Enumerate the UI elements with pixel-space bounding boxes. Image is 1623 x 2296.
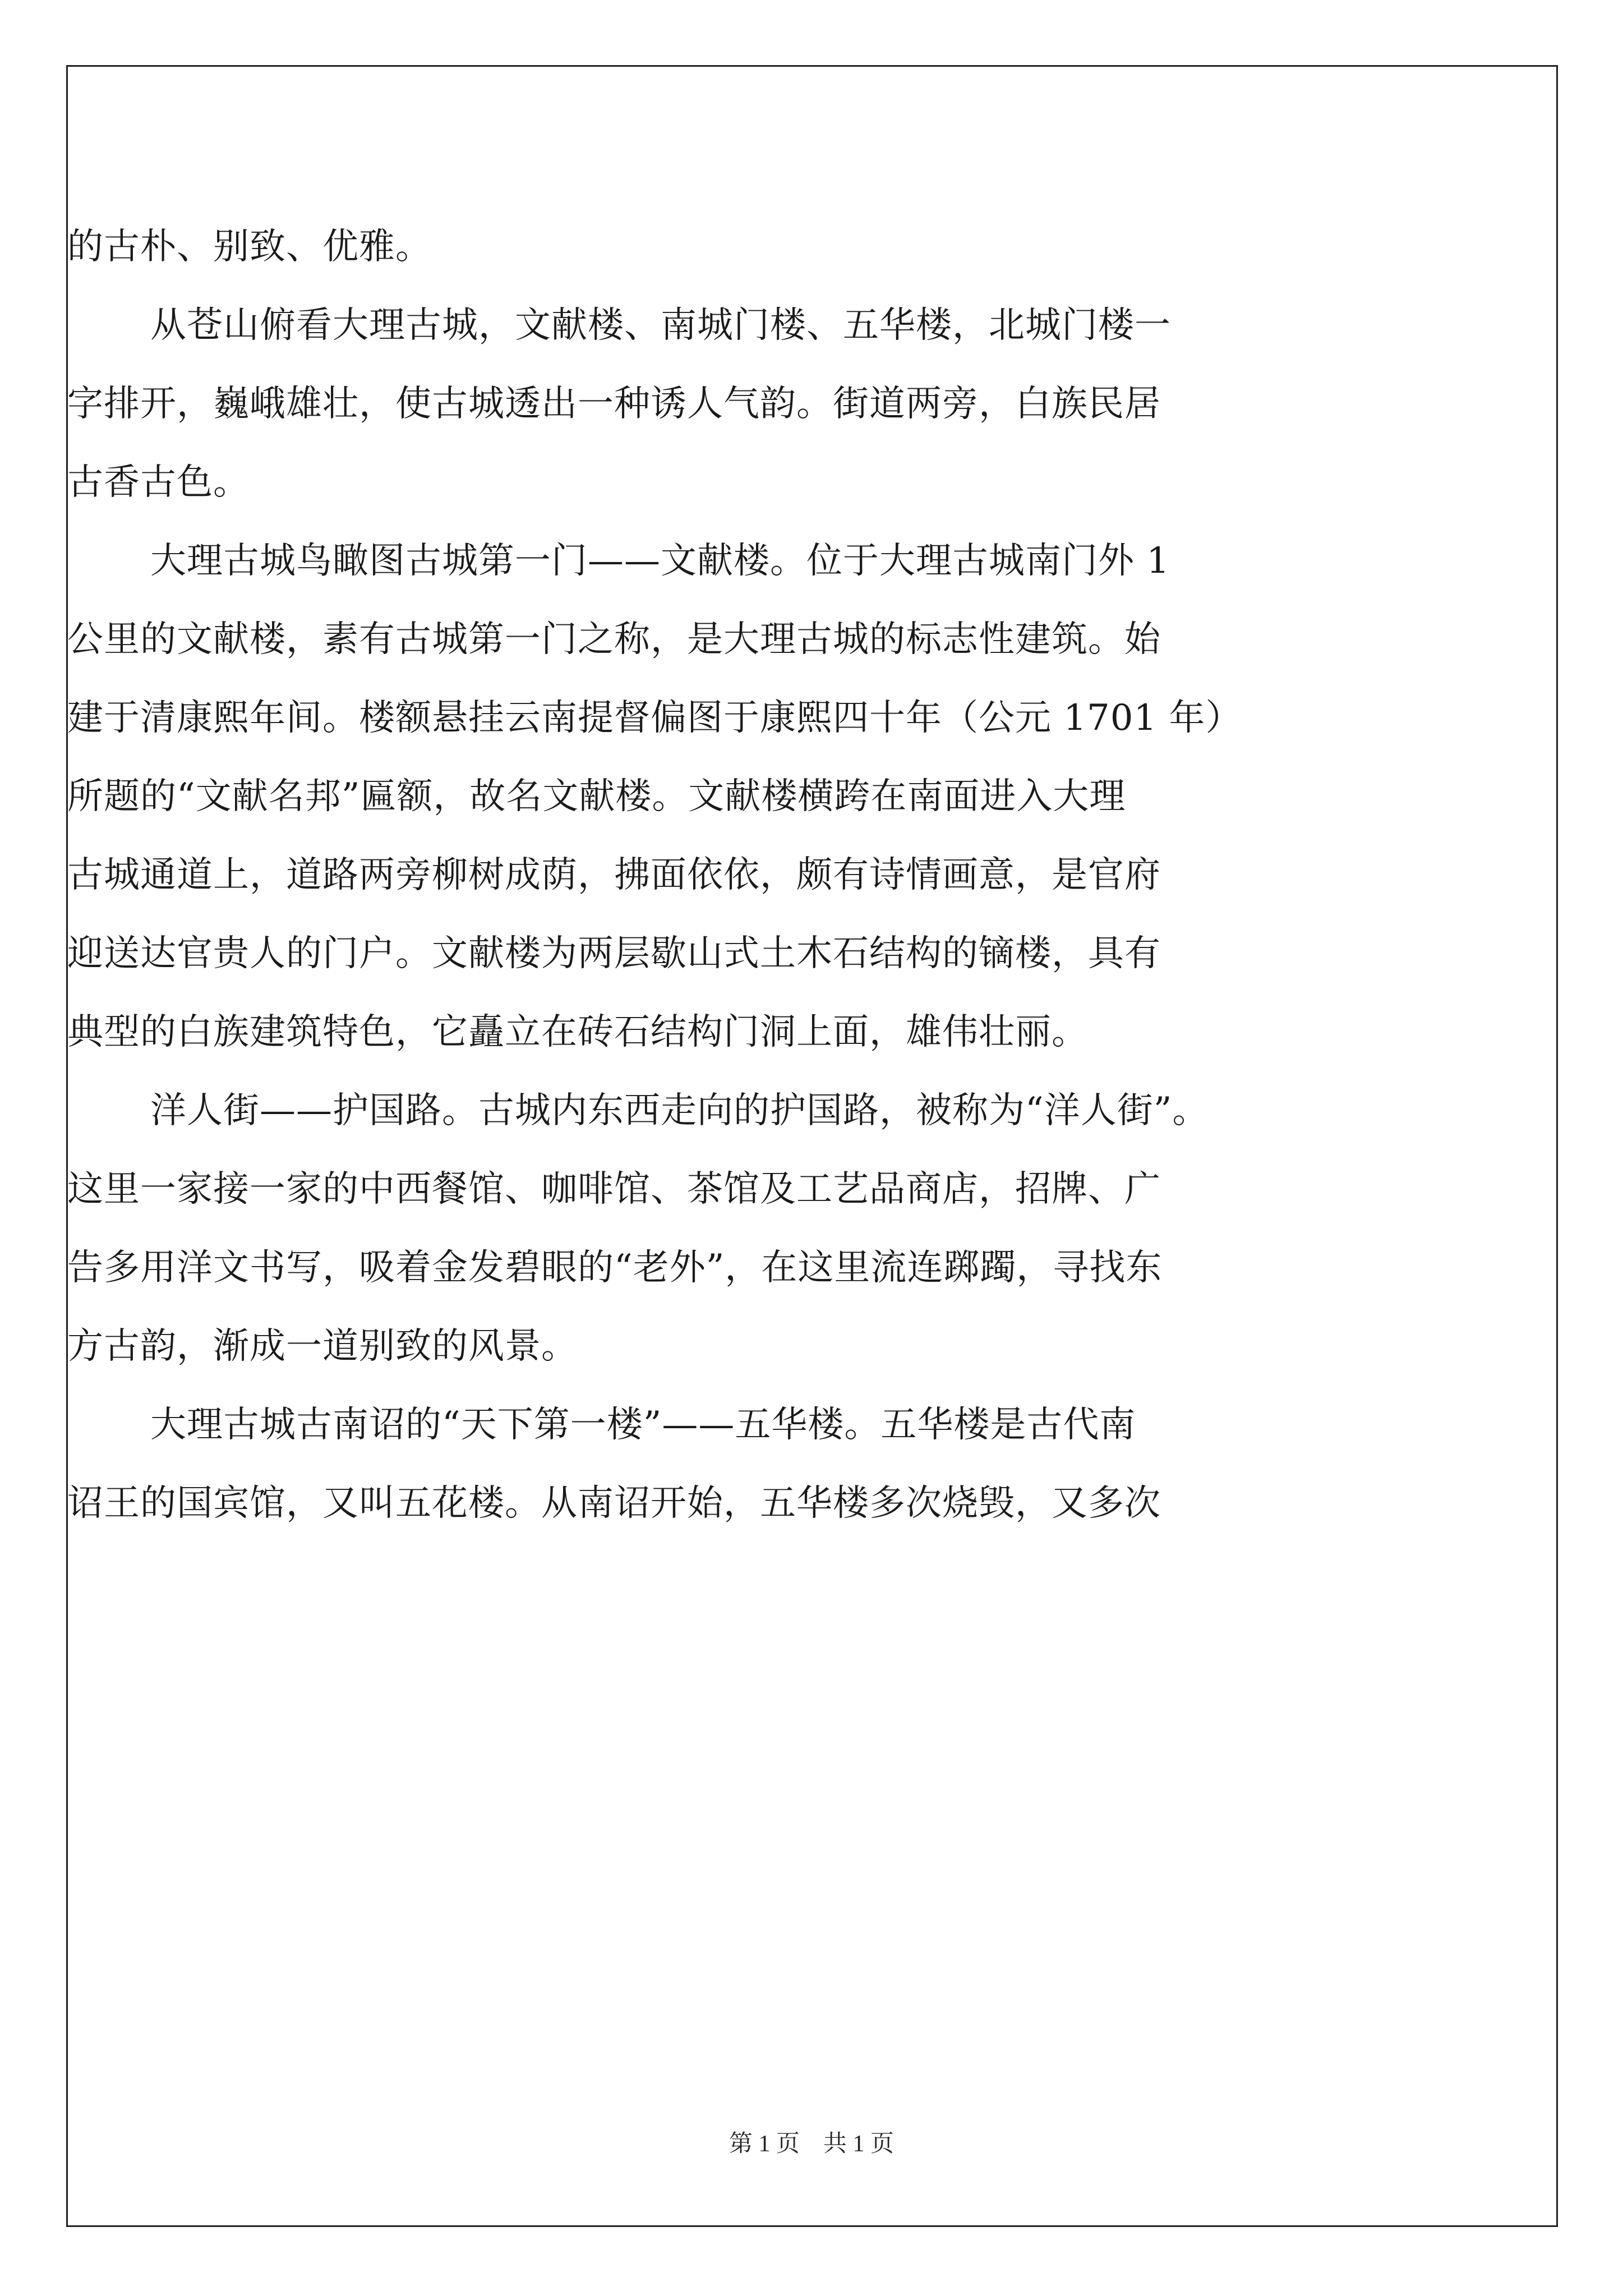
text-line: 字排开，巍峨雄壮，使古城透出一种诱人气韵。街道两旁，白族民居 bbox=[67, 383, 1161, 425]
text-line: 迎送达官贵人的门户。文献楼为两层歇山式土木石结构的镝楼，具有 bbox=[67, 933, 1161, 974]
text-line: 诏王的国宾馆，又叫五花楼。从南诏开始，五华楼多次烧毁，又多次 bbox=[67, 1483, 1161, 1524]
text-line: 告多用洋文书写，吸着金发碧眼的“老外”，在这里流连踯躅，寻找东 bbox=[67, 1247, 1163, 1289]
text-line: 的古朴、别致、优雅。 bbox=[67, 226, 432, 268]
text-line: 所题的“文献名邦”匾额，故名文献楼。文献楼横跨在南面进入大理 bbox=[67, 776, 1126, 817]
text-line: 方古韵，渐成一道别致的风景。 bbox=[67, 1326, 578, 1367]
text-line: 这里一家接一家的中西餐馆、咖啡馆、茶馆及工艺品商店，招牌、广 bbox=[67, 1168, 1161, 1210]
text-line: 大理古城鸟瞰图古城第一门——文献楼。位于大理古城南门外 1 bbox=[150, 540, 1170, 582]
text-line: 公里的文献楼，素有古城第一门之称，是大理古城的标志性建筑。始 bbox=[67, 619, 1161, 660]
text-line: 古城通道上，道路两旁柳树成荫，拂面依依，颇有诗情画意，是官府 bbox=[67, 854, 1161, 896]
page-number-footer: 第 1 页 共 1 页 bbox=[728, 2131, 894, 2157]
text-line: 古香古色。 bbox=[67, 462, 250, 503]
text-line: 建于清康熙年间。楼额悬挂云南提督偏图于康熙四十年（公元 1701 年） bbox=[67, 697, 1242, 739]
text-line: 典型的白族建筑特色，它矗立在砖石结构门洞上面，雄伟壮丽。 bbox=[67, 1011, 1088, 1053]
text-line: 洋人街——护国路。古城内东西走向的护国路，被称为“洋人街”。 bbox=[150, 1090, 1209, 1131]
text-line: 从苍山俯看大理古城，文献楼、南城门楼、五华楼，北城门楼一 bbox=[150, 305, 1171, 346]
text-line: 大理古城古南诏的“天下第一楼”——五华楼。五华楼是古代南 bbox=[150, 1404, 1136, 1446]
